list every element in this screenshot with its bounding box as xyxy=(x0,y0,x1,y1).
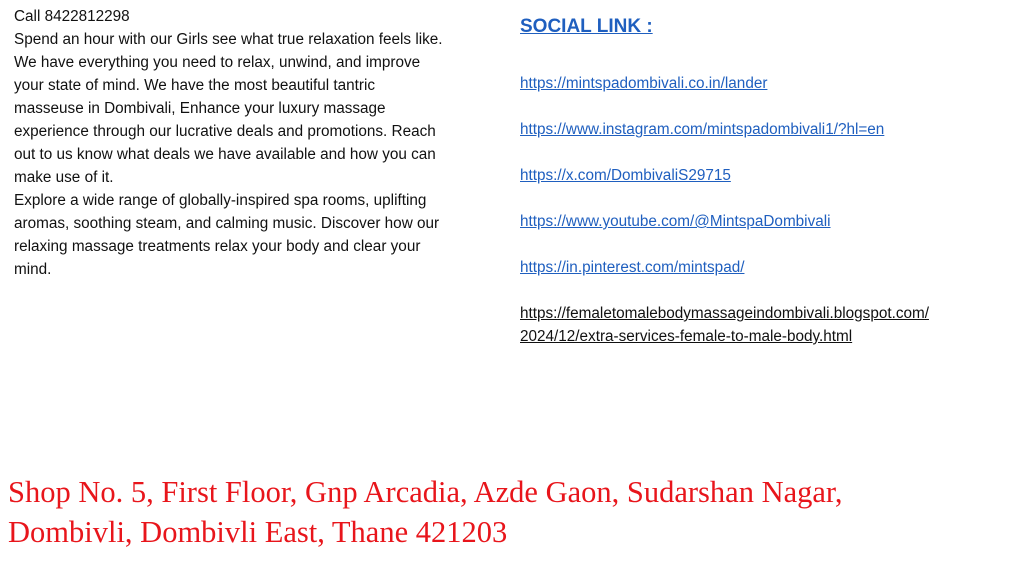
description-line: mind. xyxy=(14,261,52,278)
phone-line: Call 8422812298 xyxy=(14,8,130,25)
description-line: Explore a wide range of globally-inspired spa rooms, uplifting xyxy=(14,192,427,209)
description-line: relaxing massage treatments relax your body and clear your xyxy=(14,238,421,255)
website-link[interactable]: https://mintspadombivali.co.in/lander xyxy=(520,75,768,92)
description-block xyxy=(14,5,509,281)
social-links-block xyxy=(520,12,1020,348)
address-block xyxy=(8,472,1008,552)
description-line: experience through our lucrative deals and promotions. Reach xyxy=(14,123,436,140)
pinterest-link[interactable]: https://in.pinterest.com/mintspad/ xyxy=(520,259,745,276)
description-line: your state of mind. We have the most beautiful tantric xyxy=(14,77,376,94)
instagram-link[interactable]: https://www.instagram.com/mintspadombivali1/?hl=en xyxy=(520,121,885,138)
description-line: Spend an hour with our Girls see what true relaxation feels like. xyxy=(14,31,443,48)
youtube-link[interactable]: https://www.youtube.com/@MintspaDombivali xyxy=(520,213,831,230)
description-line: make use of it. xyxy=(14,169,114,186)
blog-link-line-2[interactable]: 2024/12/extra-services-female-to-male-body.html xyxy=(520,328,853,345)
address-line: Dombivli, Dombivli East, Thane 421203 xyxy=(8,515,508,549)
description-line: out to us know what deals we have available and how you can xyxy=(14,146,436,163)
x-link[interactable]: https://x.com/DombivaliS29715 xyxy=(520,167,731,184)
description-line: We have everything you need to relax, unwind, and improve xyxy=(14,54,421,71)
social-link-heading: SOCIAL LINK : xyxy=(520,16,653,37)
description-line: aromas, soothing steam, and calming music. Discover how our xyxy=(14,215,440,232)
address-line: Shop No. 5, First Floor, Gnp Arcadia, Azde Gaon, Sudarshan Nagar, xyxy=(8,475,843,509)
description-line: masseuse in Dombivali, Enhance your luxury massage xyxy=(14,100,386,117)
blog-link-line-1[interactable]: https://femaletomalebodymassageindombivali.blogspot.com/ xyxy=(520,305,929,322)
